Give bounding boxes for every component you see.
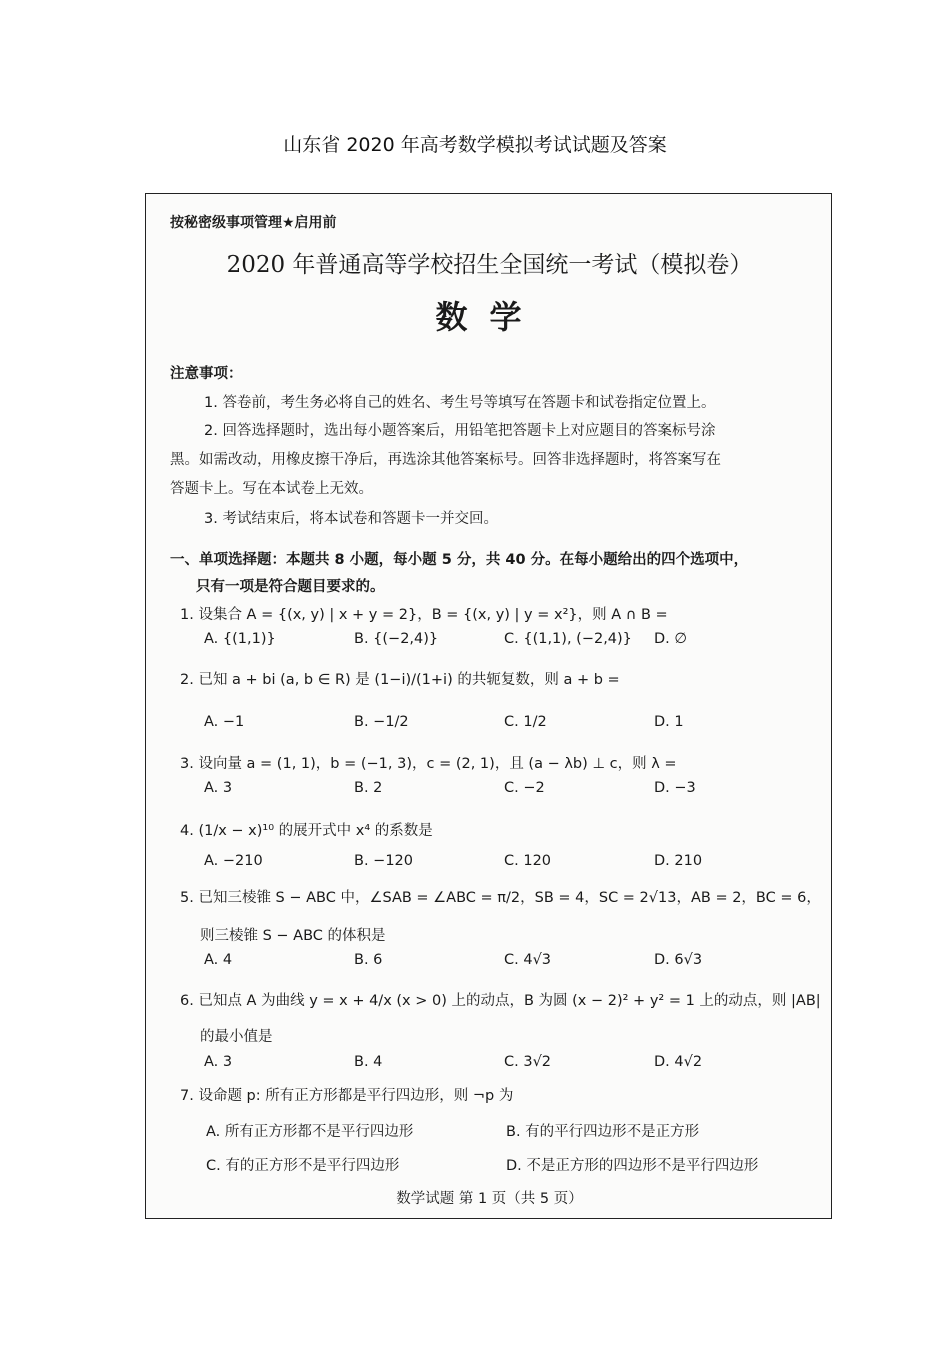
- note-line: 1. 答卷前，考生务必将自己的姓名、考生号等填写在答题卡和试卷指定位置上。: [204, 395, 716, 411]
- document-title: 山东省 2020 年高考数学模拟考试试题及答案: [283, 134, 667, 156]
- question-6-option-c: C. 3√2: [504, 1054, 552, 1070]
- note-line: 黑。如需改动，用橡皮擦干净后，再选涂其他答案标号。回答非选择题时，将答案写在: [170, 452, 721, 468]
- question-4-option-a: A. −210: [204, 853, 263, 869]
- question-3-option-b: B. 2: [354, 780, 383, 796]
- question-1-stem: 1. 设集合 A = {(x, y) | x + y = 2}，B = {(x, y) | y = x²}，则 A ∩ B =: [180, 607, 668, 623]
- question-7-stem: 7. 设命题 p: 所有正方形都是平行四边形，则 ¬p 为: [180, 1088, 514, 1104]
- question-2-option-c: C. 1/2: [504, 714, 547, 730]
- question-5-stem: 5. 已知三棱锥 S − ABC 中，∠SAB = ∠ABC = π/2，SB = 4，SC = 2√13，AB = 2，BC = 6，: [180, 890, 821, 906]
- exam-title: 2020 年普通高等学校招生全国统一考试（模拟卷）: [226, 252, 753, 278]
- question-6-stem-cont: 的最小值是: [200, 1029, 273, 1045]
- question-4-option-b: B. −120: [354, 853, 413, 869]
- question-2-option-a: A. −1: [204, 714, 245, 730]
- question-3-option-c: C. −2: [504, 780, 545, 796]
- question-6-option-d: D. 4√2: [654, 1054, 703, 1070]
- section-heading: 一、单项选择题：本题共 8 小题，每小题 5 分，共 40 分。在每小题给出的四个选项中，: [170, 552, 749, 568]
- question-4-option-c: C. 120: [504, 853, 552, 869]
- note-line: 答题卡上。写在本试卷上无效。: [170, 481, 373, 497]
- question-1-option-a: A. {(1,1)}: [204, 631, 276, 647]
- question-1-option-b: B. {(−2,4)}: [354, 631, 439, 647]
- question-6-stem: 6. 已知点 A 为曲线 y = x + 4/x (x > 0) 上的动点，B 为圆 (x − 2)² + y² = 1 上的动点，则 |AB|: [180, 993, 821, 1009]
- question-5-option-b: B. 6: [354, 952, 383, 968]
- question-1-option-c: C. {(1,1), (−2,4)}: [504, 631, 632, 647]
- question-5-option-d: D. 6√3: [654, 952, 703, 968]
- page-footer: 数学试题 第 1 页（共 5 页）: [396, 1191, 583, 1207]
- question-2-option-b: B. −1/2: [354, 714, 409, 730]
- question-2-stem: 2. 已知 a + bi (a, b ∈ R) 是 (1−i)/(1+i) 的共轭复数，则 a + b =: [180, 672, 620, 688]
- subject-title: 数学: [435, 298, 544, 336]
- secret-label: 按秘密级事项管理★启用前: [170, 215, 337, 231]
- question-1-option-d: D. ∅: [654, 631, 688, 647]
- question-5-stem-cont: 则三棱锥 S − ABC 的体积是: [200, 928, 386, 944]
- question-4-option-d: D. 210: [654, 853, 703, 869]
- exam-sheet: [145, 193, 832, 1219]
- question-2-option-d: D. 1: [654, 714, 684, 730]
- note-line: 2. 回答选择题时，选出每小题答案后，用铅笔把答题卡上对应题目的答案标号涂: [204, 423, 716, 439]
- question-7-option-b: B. 有的平行四边形不是正方形: [506, 1124, 700, 1140]
- question-3-option-a: A. 3: [204, 780, 233, 796]
- question-7-option-a: A. 所有正方形都不是平行四边形: [206, 1124, 414, 1140]
- notes-heading: 注意事项：: [170, 366, 243, 382]
- question-6-option-a: A. 3: [204, 1054, 233, 1070]
- question-5-option-c: C. 4√3: [504, 952, 552, 968]
- question-6-option-b: B. 4: [354, 1054, 383, 1070]
- question-7-option-d: D. 不是正方形的四边形不是平行四边形: [506, 1158, 759, 1174]
- question-3-option-d: D. −3: [654, 780, 696, 796]
- section-heading-cont: 只有一项是符合题目要求的。: [196, 579, 385, 595]
- question-5-option-a: A. 4: [204, 952, 233, 968]
- note-line: 3. 考试结束后，将本试卷和答题卡一并交回。: [204, 511, 498, 527]
- question-7-option-c: C. 有的正方形不是平行四边形: [206, 1158, 400, 1174]
- question-3-stem: 3. 设向量 a = (1, 1)，b = (−1, 3)，c = (2, 1)，且 (a − λb) ⊥ c，则 λ =: [180, 756, 677, 772]
- question-4-stem: 4. (1/x − x)¹⁰ 的展开式中 x⁴ 的系数是: [180, 823, 433, 839]
